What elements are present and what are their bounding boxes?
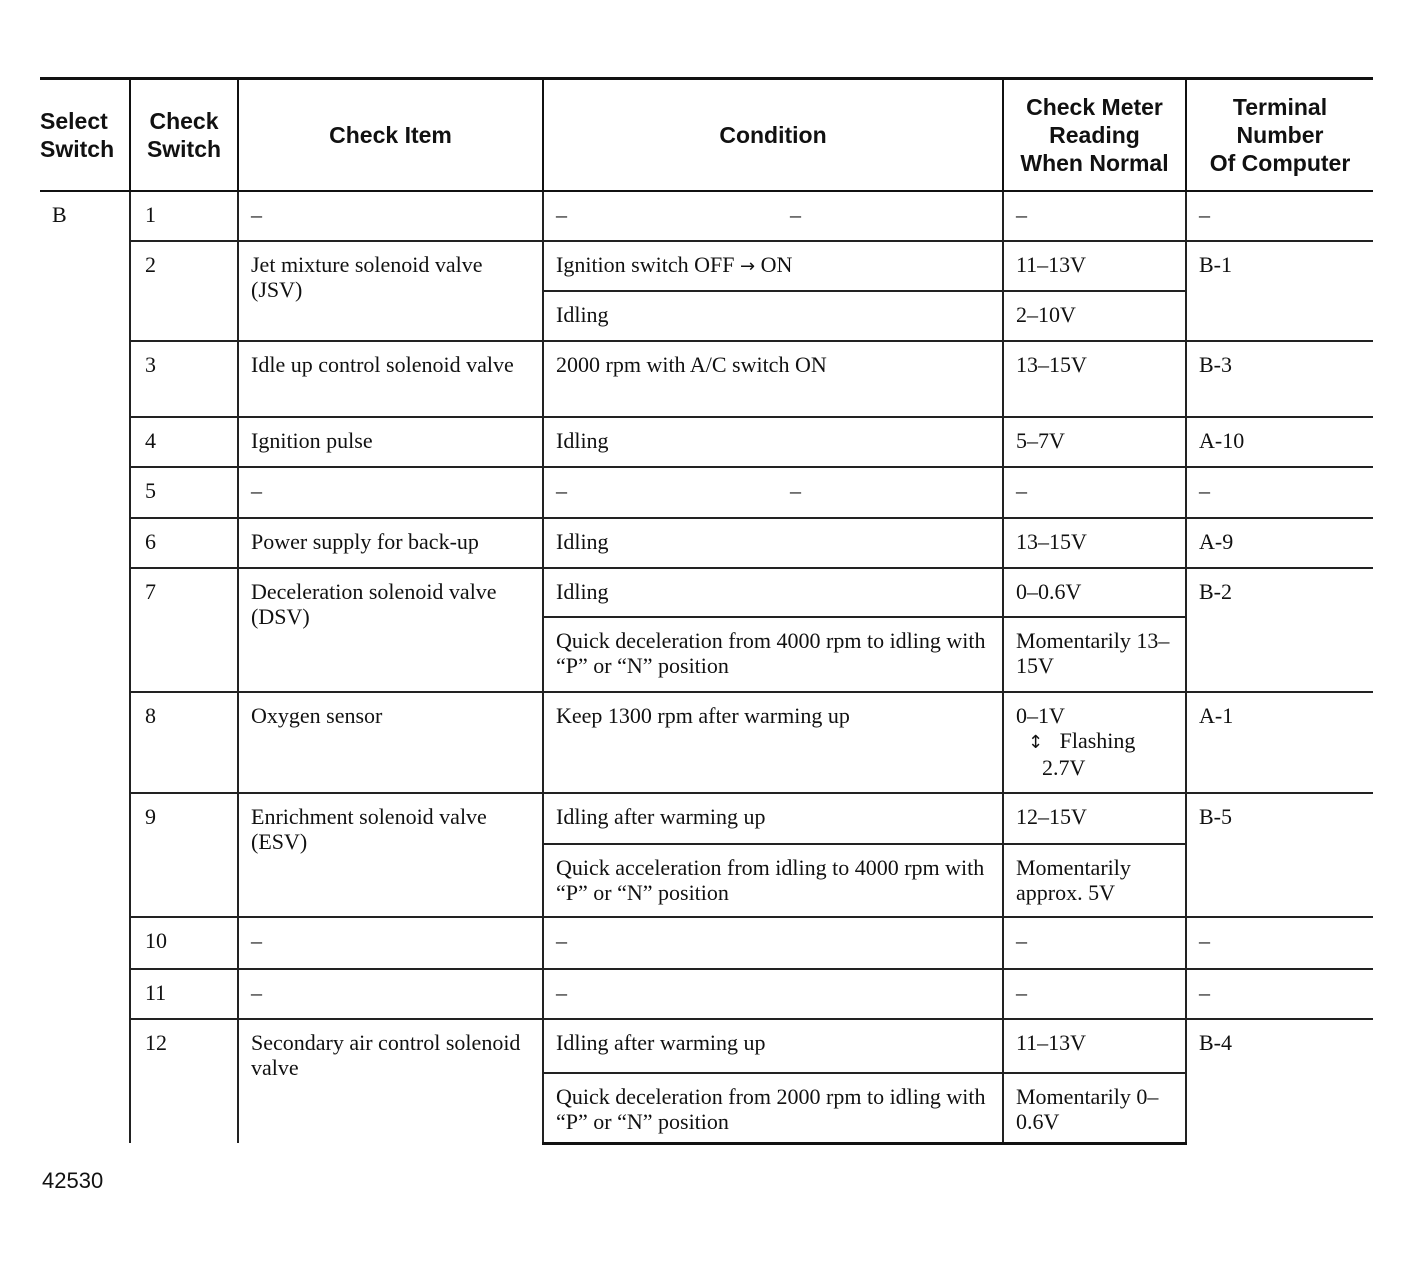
row-number: 8 [130, 692, 238, 793]
row-reading: – [1003, 467, 1186, 518]
condition-text-after: ON [760, 252, 793, 277]
row-number: 6 [130, 518, 238, 568]
row-item: Deceleration solenoid valve (DSV) [238, 568, 543, 692]
condition-dash: – [790, 202, 801, 227]
table-row [40, 692, 1373, 793]
row-item: Idle up control solenoid valve [238, 341, 543, 417]
header-meter-line1: Check Meter [1026, 94, 1163, 120]
row-terminal: – [1186, 467, 1373, 518]
row-reading: 13–15V [1003, 341, 1186, 417]
table-row [40, 417, 1373, 467]
row-item: Jet mixture solenoid valve (JSV) [238, 241, 543, 341]
table-row [40, 568, 1373, 617]
row-condition: Idling [543, 291, 1003, 341]
condition-text: Ignition switch OFF [556, 252, 735, 277]
header-meter-line3: When Normal [1020, 150, 1169, 176]
table-row [40, 793, 1373, 844]
row-reading: 5–7V [1003, 417, 1186, 467]
row-terminal: – [1186, 191, 1373, 241]
row-terminal: A-10 [1186, 417, 1373, 467]
table-row [40, 341, 1373, 417]
row-terminal: B-2 [1186, 568, 1373, 692]
row-condition [543, 467, 1003, 518]
table-row [40, 969, 1373, 1019]
row-number: 4 [130, 417, 238, 467]
header-meter-line2: Reading [1049, 122, 1140, 148]
reading-low: 0–1V [1016, 703, 1065, 728]
row-terminal: B-3 [1186, 341, 1373, 417]
header-terminal-line3: Of Computer [1209, 150, 1351, 176]
row-condition [543, 191, 1003, 241]
row-condition: Idling [543, 417, 1003, 467]
flashing-label: Flashing [1059, 728, 1136, 753]
row-condition: Idling [543, 568, 1003, 617]
table-row [40, 191, 1373, 241]
row-condition: Idling [543, 518, 1003, 568]
row-terminal: B-4 [1186, 1019, 1373, 1143]
row-item: – [238, 917, 543, 969]
row-reading: 2–10V [1003, 291, 1186, 341]
row-terminal: B-5 [1186, 793, 1373, 917]
reading-high: 2.7V [1042, 755, 1086, 780]
row-number: 9 [130, 793, 238, 917]
header-select-line2: Switch [40, 136, 115, 162]
row-condition: Quick deceleration from 4000 rpm to idling with “P” or “N” position [543, 617, 1003, 692]
header-check-line1: Check [149, 108, 219, 134]
row-item: Enrichment solenoid valve (ESV) [238, 793, 543, 917]
check-table-wrapper [40, 77, 1373, 1145]
right-arrow-icon: → [739, 256, 756, 277]
check-table [40, 77, 1373, 1145]
flashing-line [1016, 728, 1173, 755]
row-reading: – [1003, 969, 1186, 1019]
row-condition: – [543, 969, 1003, 1019]
table-row [40, 467, 1373, 518]
row-condition: Quick deceleration from 2000 rpm to idling with “P” or “N” position [543, 1073, 1003, 1143]
row-reading: 13–15V [1003, 518, 1186, 568]
row-item: Oxygen sensor [238, 692, 543, 793]
table-row [40, 1019, 1373, 1073]
header-check-switch [130, 79, 238, 192]
row-reading: – [1003, 191, 1186, 241]
row-terminal: A-1 [1186, 692, 1373, 793]
header-terminal-line1: Terminal [1232, 94, 1328, 120]
row-reading: – [1003, 917, 1186, 969]
row-condition: 2000 rpm with A/C switch ON [543, 341, 1003, 417]
condition-dash: – [790, 478, 801, 503]
row-condition [543, 241, 1003, 291]
row-condition: – [543, 917, 1003, 969]
row-number: 3 [130, 341, 238, 417]
header-meter-reading [1003, 79, 1186, 192]
row-number: 1 [130, 191, 238, 241]
row-reading: Momentarily 13–15V [1003, 617, 1186, 692]
row-reading [1003, 692, 1186, 793]
row-reading: 11–13V [1003, 1019, 1186, 1073]
header-row [40, 79, 1373, 192]
condition-dash: – [556, 202, 567, 227]
table-row [40, 241, 1373, 291]
row-item: – [238, 969, 543, 1019]
row-condition: Quick acceleration from idling to 4000 rpm with “P” or “N” position [543, 844, 1003, 917]
row-condition: Idling after warming up [543, 793, 1003, 844]
row-reading: 0–0.6V [1003, 568, 1186, 617]
condition-dash: – [556, 478, 567, 503]
row-terminal: – [1186, 917, 1373, 969]
row-number: 7 [130, 568, 238, 692]
row-condition: Keep 1300 rpm after warming up [543, 692, 1003, 793]
row-reading: Momentarily 0–0.6V [1003, 1073, 1186, 1143]
row-number: 2 [130, 241, 238, 341]
header-check-item: Check Item [238, 79, 543, 192]
select-switch-cell: B [52, 202, 67, 227]
row-reading: 11–13V [1003, 241, 1186, 291]
row-reading: Momentarily approx. 5V [1003, 844, 1186, 917]
row-terminal: B-1 [1186, 241, 1373, 341]
table-row [40, 917, 1373, 969]
row-number: 5 [130, 467, 238, 518]
figure-number: 42530 [42, 1168, 104, 1193]
up-down-arrow-icon: ↕ [1028, 732, 1044, 753]
header-terminal-number [1186, 79, 1373, 192]
row-item: Power supply for back-up [238, 518, 543, 568]
row-reading: 12–15V [1003, 793, 1186, 844]
row-number: 11 [130, 969, 238, 1019]
row-number: 10 [130, 917, 238, 969]
row-condition: Idling after warming up [543, 1019, 1003, 1073]
row-item: Secondary air control solenoid valve [238, 1019, 543, 1143]
row-number: 12 [130, 1019, 238, 1143]
row-item: – [238, 191, 543, 241]
header-condition: Condition [543, 79, 1003, 192]
header-select-line1: Select [40, 108, 108, 134]
row-item: – [238, 467, 543, 518]
row-item: Ignition pulse [238, 417, 543, 467]
header-terminal-line2: Number [1236, 122, 1324, 148]
row-terminal: A-9 [1186, 518, 1373, 568]
table-row [40, 518, 1373, 568]
header-check-line2: Switch [146, 136, 222, 162]
header-select-switch [40, 79, 130, 192]
row-terminal: – [1186, 969, 1373, 1019]
